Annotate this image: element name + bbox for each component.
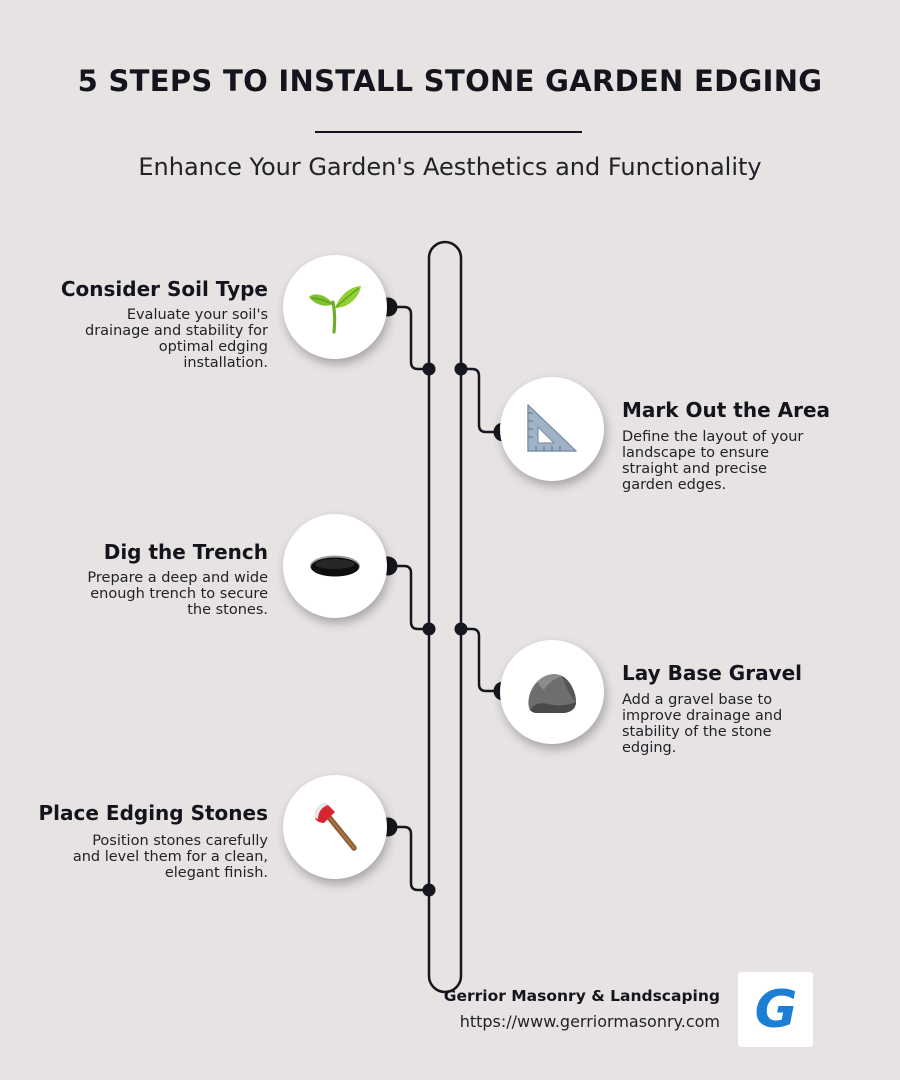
step-4-connector xyxy=(461,629,503,691)
step-2-description-line: Define the layout of your xyxy=(622,429,804,445)
step-1-description xyxy=(85,307,268,371)
step-3-description-line: the stones. xyxy=(187,602,268,618)
step-2-description-line: straight and precise xyxy=(622,461,767,477)
step-5-icon-badge xyxy=(283,775,387,879)
step-2-title: Mark Out the Area xyxy=(622,398,831,422)
step-3-description-line: Prepare a deep and wide xyxy=(87,570,268,586)
step-3-title: Dig the Trench xyxy=(103,540,268,564)
page-subtitle: Enhance Your Garden's Aesthetics and Functionality xyxy=(138,153,762,181)
step-5-title: Place Edging Stones xyxy=(38,801,268,825)
company-logo-icon xyxy=(745,979,807,1041)
step-1-description-line: installation. xyxy=(183,355,268,371)
step-2-description-line: landscape to ensure xyxy=(622,445,770,461)
step-4-description xyxy=(622,692,782,756)
step-4-description-line: improve drainage and xyxy=(622,708,783,724)
rock-icon xyxy=(524,668,580,716)
step-3-description xyxy=(87,570,268,618)
step-4-title: Lay Base Gravel xyxy=(622,661,803,685)
step-1-icon-badge xyxy=(283,255,387,359)
step-5-connector xyxy=(388,827,429,890)
company-name: Gerrior Masonry & Landscaping xyxy=(443,987,720,1005)
step-4-description-line: edging. xyxy=(622,740,677,756)
step-1-description-line: drainage and stability for xyxy=(84,323,268,339)
company-url[interactable]: https://www.gerriormasonry.com xyxy=(459,1012,720,1031)
step-4-description-line: Add a gravel base to xyxy=(622,692,773,708)
step-3-connector xyxy=(388,566,429,629)
step-3-track-node xyxy=(423,623,436,636)
step-4-track-node xyxy=(455,623,468,636)
step-2-connector xyxy=(461,369,503,432)
company-logo xyxy=(738,972,813,1047)
step-2-description xyxy=(622,429,803,493)
seedling-icon xyxy=(306,278,364,336)
axe-icon xyxy=(308,800,362,854)
step-4-description-line: stability of the stone xyxy=(622,724,772,740)
step-5-description-line: and level them for a clean, xyxy=(72,849,268,865)
hole-icon xyxy=(307,551,363,581)
step-1-track-node xyxy=(423,363,436,376)
step-1-description-line: Evaluate your soil's xyxy=(126,307,268,323)
step-1-title: Consider Soil Type xyxy=(60,277,268,301)
step-5-description xyxy=(73,833,268,881)
step-5-track-node xyxy=(423,884,436,897)
step-3-icon-badge xyxy=(283,514,387,618)
step-3-description-line: enough trench to secure xyxy=(90,586,268,602)
step-2-icon-badge xyxy=(500,377,604,481)
set-square-icon xyxy=(524,401,580,457)
step-4-icon-badge xyxy=(500,640,604,744)
step-1-description-line: optimal edging xyxy=(158,339,268,355)
step-1-connector xyxy=(388,307,429,369)
svg-text:G: G xyxy=(754,979,797,1040)
timeline-track xyxy=(429,242,461,992)
step-5-description-line: Position stones carefully xyxy=(92,833,268,849)
step-2-description-line: garden edges. xyxy=(622,477,727,493)
step-5-description-line: elegant finish. xyxy=(164,865,268,881)
page-title: 5 STEPS TO INSTALL STONE GARDEN EDGING xyxy=(77,64,823,98)
step-2-track-node xyxy=(455,363,468,376)
